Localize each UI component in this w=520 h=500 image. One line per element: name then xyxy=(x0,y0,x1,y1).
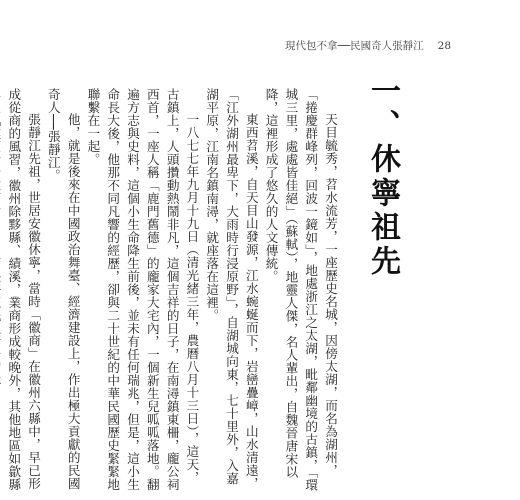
paragraph: 張靜江先祖，世居安徽休寧，當時「徽商」在徽州六縣中，早已形成從商的風習，徽州除黟縣、績溪，業商形成較晚外，其他地區如歙縣 xyxy=(6,88,42,491)
paragraph: 天目毓秀，苕水流芳，一座歷史名城，因傍太湖，而名為湖州，「捲慶群峰列，回波一鏡如」，地處浙江之太湖，毗鄰幽境的古鎮，「環城三里，處處皆佳絕」（蘇軾），地靈人傑，名人輩出，自魏晉唐宋以降，這裡形成了悠久的人文傳統。 xyxy=(263,88,338,492)
paragraph: 東西苕溪，自天目山發源，江水蜿蜒而下，岩巒疊嶂，山水清遠，「江外湖州最卑下，大雨時行浸原野」，自湖城向東，七十里外，入嘉湖平原，江南名鎮南潯，就座落在這裡。 xyxy=(204,88,259,491)
running-header xyxy=(285,38,451,53)
running-title: 現代包不拿──民國奇人張靜江 xyxy=(285,40,424,52)
body-text xyxy=(6,88,340,493)
chapter-title: 一、休寧祖先 xyxy=(365,75,400,279)
paragraph: 一八七七年九月十九日（清光緒三年，農曆八月十三日），這天，古鎮上，人頭攢動熱鬧非凡，這個吉祥的日子，在南潯鎮東柵，龐公祠西首，一座人稱「鹿門舊德」的龐家大宅內，一個新生兒呱呱落地。翻遍方志與史料，這個小生命降生前後，並未有任何瑞兆，但是，這小生命長大後，他那不同凡響的經歷，卻與二十世紀的中華民國歷史緊緊地聯繫在一起。 xyxy=(85,88,200,491)
page-number: 28 xyxy=(437,40,452,52)
paragraph: 他，就是後來在中國政治舞臺、經濟建設上，作出極大貢獻的民國奇人──張靜江。 xyxy=(45,88,81,491)
